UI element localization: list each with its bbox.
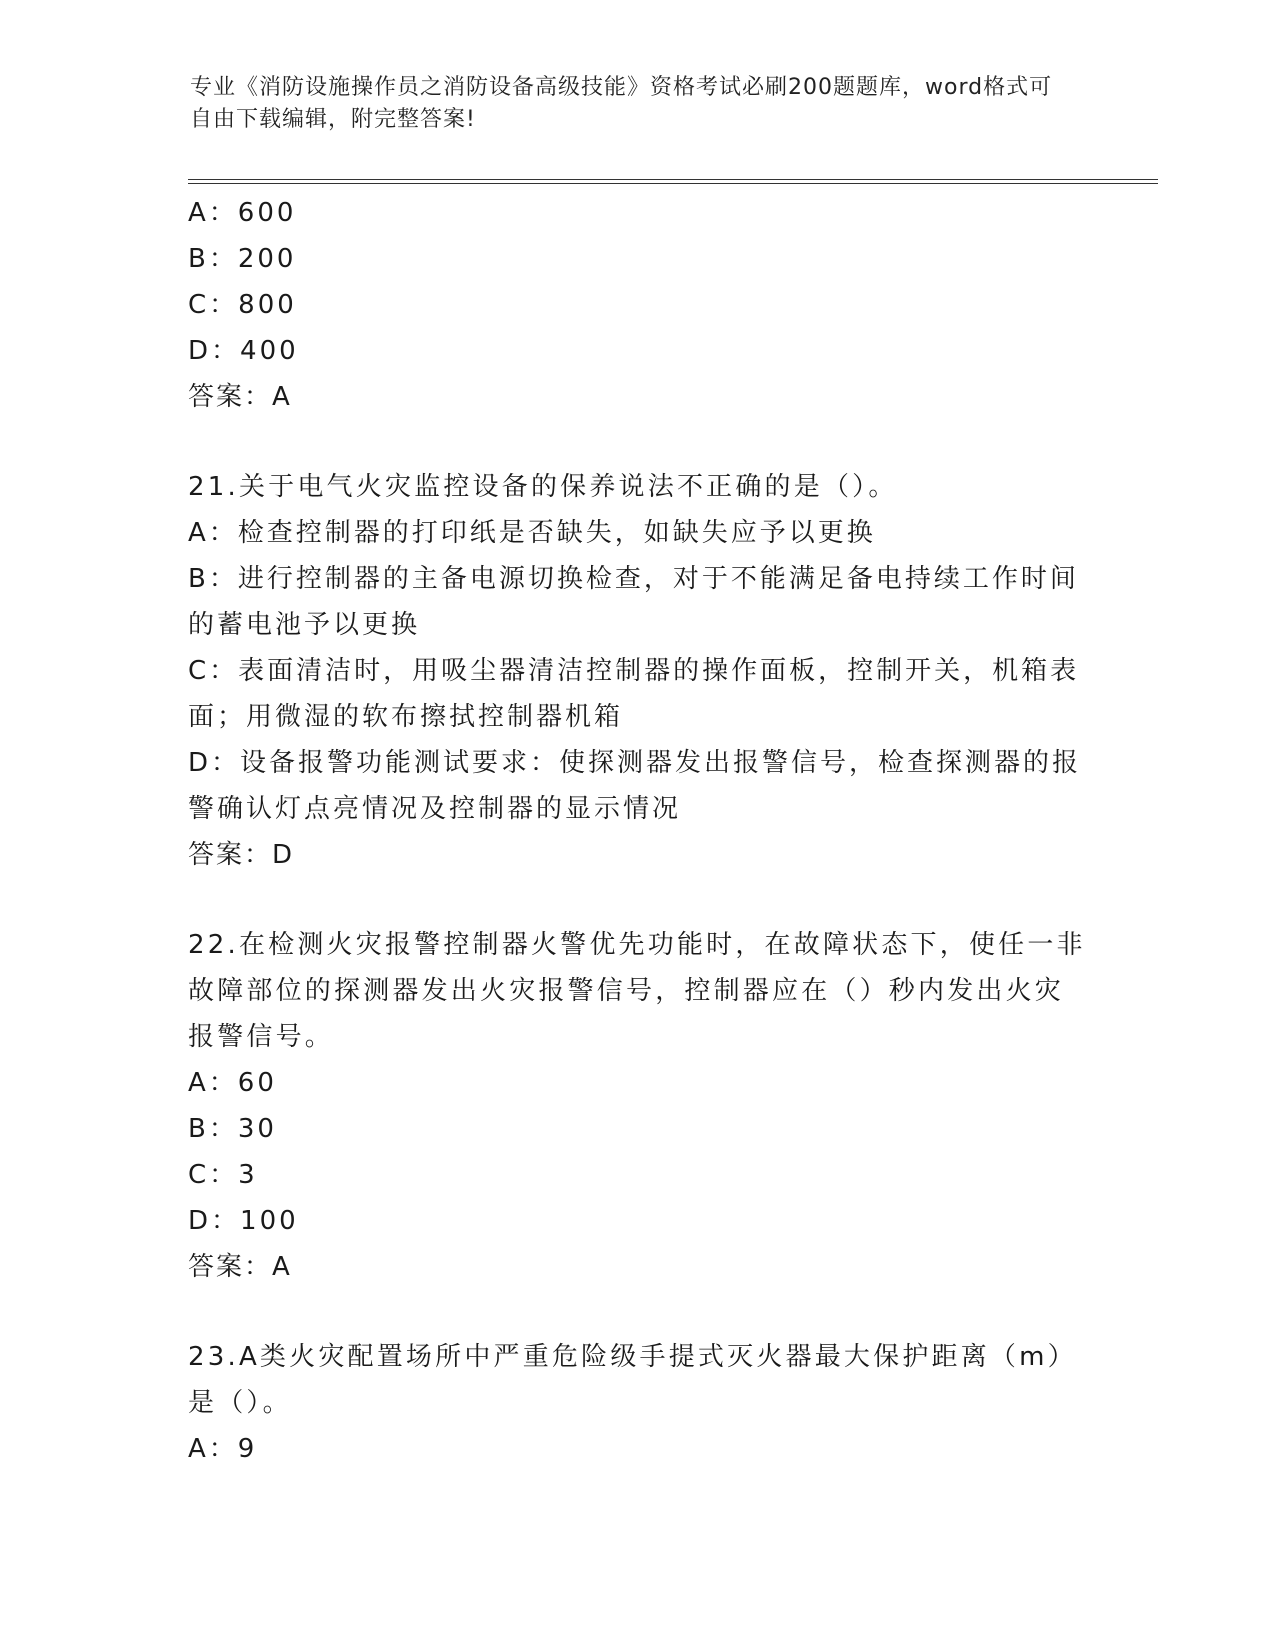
option-c: C：表面清洁时，用吸尘器清洁控制器的操作面板，控制开关，机箱表面；用微湿的软布擦拭控制器机箱 — [188, 656, 1080, 732]
option-a: A：60 — [188, 1068, 277, 1098]
answer-line: 答案：A — [188, 1252, 292, 1282]
question-22 — [188, 922, 1088, 1290]
option-b: B：30 — [188, 1114, 277, 1144]
question-text: 22.在检测火灾报警控制器火警优先功能时，在故障状态下，使任一非故障部位的探测器发出火灾报警信号，控制器应在（）秒内发出火灾报警信号。 — [188, 930, 1086, 1052]
option-d: D：400 — [188, 336, 299, 366]
document-header: 专业《消防设施操作员之消防设备高级技能》资格考试必刷200题题库，word格式可自由下载编辑，附完整答案! — [190, 75, 1053, 132]
header-divider — [188, 179, 1158, 180]
document-body — [188, 190, 1088, 1472]
question-text: 21.关于电气火灾监控设备的保养说法不正确的是（）。 — [188, 472, 898, 502]
question-block-continued — [188, 190, 1088, 420]
option-c: C：800 — [188, 290, 297, 320]
answer-line: 答案：A — [188, 382, 292, 412]
question-23 — [188, 1334, 1088, 1472]
header-divider-second — [188, 183, 1158, 184]
option-a: A：9 — [188, 1434, 258, 1464]
option-a: A：检查控制器的打印纸是否缺失，如缺失应予以更换 — [188, 518, 876, 548]
option-c: C：3 — [188, 1160, 258, 1190]
answer-line: 答案：D — [188, 840, 295, 870]
option-a: A：600 — [188, 198, 297, 228]
option-d: D：100 — [188, 1206, 299, 1236]
option-d: D：设备报警功能测试要求：使探测器发出报警信号，检查探测器的报警确认灯点亮情况及控制器的显示情况 — [188, 748, 1082, 824]
question-21 — [188, 464, 1088, 878]
option-b: B：进行控制器的主备电源切换检查，对于不能满足备电持续工作时间的蓄电池予以更换 — [188, 564, 1079, 640]
question-text: 23.A类火灾配置场所中严重危险级手提式灭火器最大保护距离（m）是（）。 — [188, 1342, 1077, 1418]
option-b: B：200 — [188, 244, 297, 274]
